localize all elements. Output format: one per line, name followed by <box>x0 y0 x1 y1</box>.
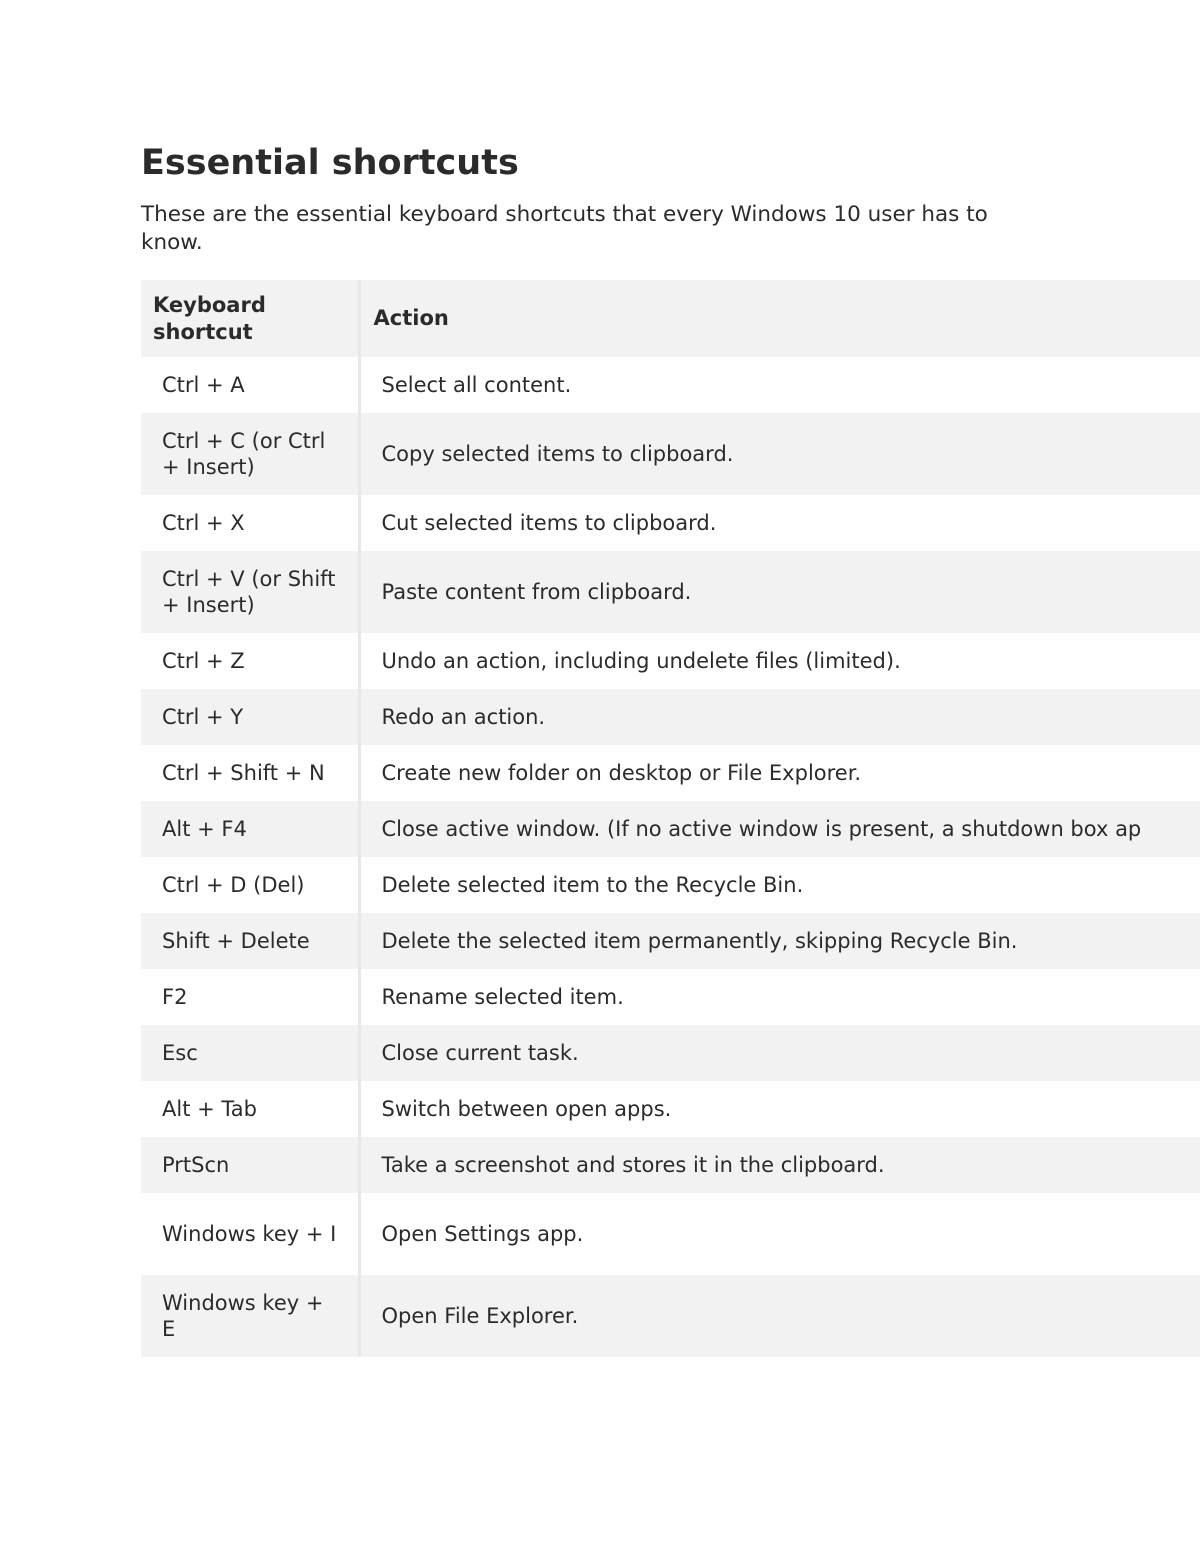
shortcut-cell: Alt + Tab <box>141 1081 359 1137</box>
shortcut-cell: Ctrl + X <box>141 495 359 551</box>
action-cell: Rename selected item. <box>359 969 1200 1025</box>
shortcut-cell: Windows key + I <box>141 1193 359 1275</box>
table-row <box>141 413 1200 495</box>
action-cell: Take a screenshot and stores it in the clipboard. <box>359 1137 1200 1193</box>
table-row <box>141 745 1200 801</box>
table-row <box>141 551 1200 633</box>
shortcut-cell: Shift + Delete <box>141 913 359 969</box>
document-page <box>141 0 1200 1553</box>
table-row <box>141 689 1200 745</box>
header-keyboard-shortcut: Keyboard shortcut <box>141 280 359 357</box>
table-row <box>141 1193 1200 1275</box>
action-cell: Select all content. <box>359 357 1200 413</box>
shortcut-cell: Ctrl + A <box>141 357 359 413</box>
action-cell: Paste content from clipboard. <box>359 551 1200 633</box>
shortcut-cell: PrtScn <box>141 1137 359 1193</box>
table-row <box>141 1081 1200 1137</box>
action-cell: Create new folder on desktop or File Explorer. <box>359 745 1200 801</box>
action-cell: Redo an action. <box>359 689 1200 745</box>
table-header-row <box>141 280 1200 357</box>
table-row <box>141 633 1200 689</box>
shortcuts-table <box>141 280 1200 1357</box>
shortcut-cell: F2 <box>141 969 359 1025</box>
table-row <box>141 801 1200 857</box>
action-cell: Close active window. (If no active window is present, a shutdown box ap <box>359 801 1200 857</box>
action-cell: Open File Explorer. <box>359 1275 1200 1357</box>
shortcut-cell: Ctrl + D (Del) <box>141 857 359 913</box>
table-row <box>141 857 1200 913</box>
table-row <box>141 1137 1200 1193</box>
action-cell: Cut selected items to clipboard. <box>359 495 1200 551</box>
table-row <box>141 357 1200 413</box>
shortcut-cell: Ctrl + C (or Ctrl + Insert) <box>141 413 359 495</box>
header-action: Action <box>359 280 1200 357</box>
table-row <box>141 913 1200 969</box>
action-cell: Undo an action, including undelete files (limited). <box>359 633 1200 689</box>
shortcut-cell: Ctrl + V (or Shift + Insert) <box>141 551 359 633</box>
page-title: Essential shortcuts <box>141 143 519 183</box>
action-cell: Delete selected item to the Recycle Bin. <box>359 857 1200 913</box>
shortcut-cell: Ctrl + Y <box>141 689 359 745</box>
shortcut-cell: Windows key + E <box>141 1275 359 1357</box>
intro-paragraph: These are the essential keyboard shortcuts that every Windows 10 user has to know. <box>141 202 988 255</box>
table-row <box>141 495 1200 551</box>
action-cell: Close current task. <box>359 1025 1200 1081</box>
table-row <box>141 1275 1200 1357</box>
shortcut-cell: Ctrl + Z <box>141 633 359 689</box>
action-cell: Open Settings app. <box>359 1193 1200 1275</box>
shortcut-cell: Esc <box>141 1025 359 1081</box>
table-row <box>141 1025 1200 1081</box>
shortcuts-table-container <box>141 280 1200 1357</box>
shortcut-cell: Alt + F4 <box>141 801 359 857</box>
shortcut-cell: Ctrl + Shift + N <box>141 745 359 801</box>
action-cell: Copy selected items to clipboard. <box>359 413 1200 495</box>
action-cell: Switch between open apps. <box>359 1081 1200 1137</box>
action-cell: Delete the selected item permanently, skipping Recycle Bin. <box>359 913 1200 969</box>
table-row <box>141 969 1200 1025</box>
